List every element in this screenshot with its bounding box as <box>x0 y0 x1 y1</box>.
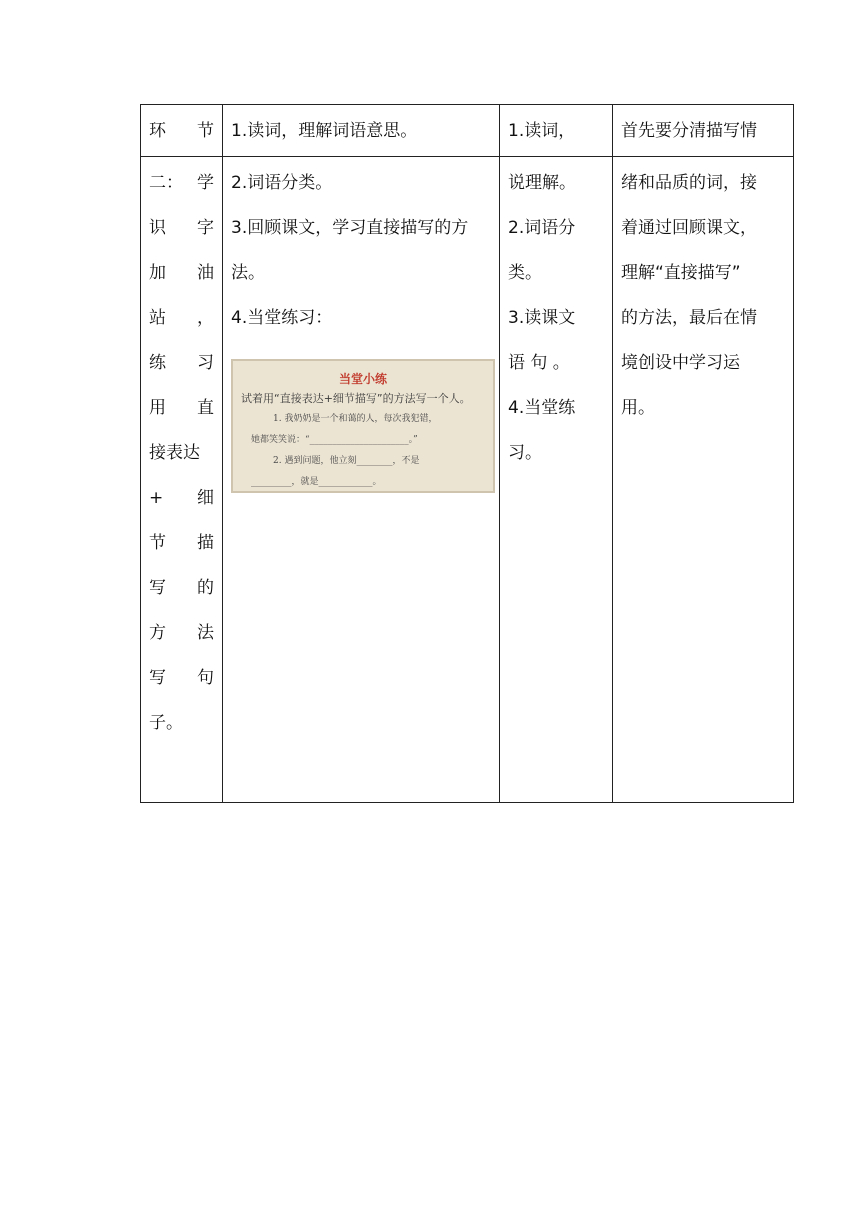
stage-char: 二： <box>149 173 183 193</box>
intent-line: 的方法，最后在情 <box>621 308 757 328</box>
teacher-activity-header-cell <box>223 105 500 157</box>
stage-char: 识 <box>149 218 166 238</box>
stage-line <box>149 476 214 521</box>
design-intent-header: 首先要分清描写情 <box>621 121 757 141</box>
stage-line <box>149 251 214 296</box>
design-intent-header-cell <box>613 105 794 157</box>
teacher-activity-header: 1.读词，理解词语意思。 <box>231 121 418 141</box>
exercise-line: _________，就是____________。 <box>251 477 382 487</box>
stage-line <box>149 341 214 386</box>
stage-line <box>149 206 214 251</box>
stage-header-cell <box>141 105 223 157</box>
stage-line <box>149 701 214 746</box>
stage-char: 的 <box>197 578 214 598</box>
stage-cell <box>141 157 223 803</box>
stage-char: 节 <box>149 533 166 553</box>
stage-line <box>149 161 214 206</box>
stage-char: 写 <box>149 668 166 688</box>
activity-item: 3.回顾课文，学习直接描写的方法。 <box>231 218 469 283</box>
exercise-image <box>231 359 495 493</box>
stage-header-char: 环 <box>149 121 166 141</box>
exercise-line: 她都笑笑说：“______________________。” <box>251 435 418 445</box>
activity-item: 2.词语分类。 <box>231 173 333 193</box>
stage-char: 法 <box>197 623 214 643</box>
stage-char: 句 <box>197 668 214 688</box>
stage-line <box>149 611 214 656</box>
stage-char: 写 <box>149 578 166 598</box>
intent-line: 理解“直接描写” <box>621 263 741 283</box>
table-body-row <box>141 157 794 803</box>
intent-line: 用。 <box>621 398 655 418</box>
intent-line: 境创设中学习运 <box>621 353 740 373</box>
exercise-instruction: 试着用“直接表达+细节描写”的方法写一个人。 <box>241 392 471 405</box>
stage-char: 字 <box>197 218 214 238</box>
stage-char: 油 <box>197 263 214 283</box>
student-line: 3.读课文 <box>508 308 576 328</box>
stage-char: 站 <box>149 308 166 328</box>
intent-line: 绪和品质的词，接 <box>621 173 757 193</box>
exercise-line: 1. 我奶奶是一个和蔼的人，每次我犯错， <box>273 414 438 424</box>
student-line: 2.词语分 <box>508 218 576 238</box>
stage-char: 直 <box>197 398 214 418</box>
student-line: 语 句 。 <box>508 353 570 373</box>
stage-char: 习 <box>197 353 214 373</box>
stage-char: ， <box>197 308 214 328</box>
student-activity-header-cell <box>500 105 613 157</box>
design-intent-cell <box>613 157 794 803</box>
stage-char: 练 <box>149 353 166 373</box>
student-line: 4.当堂练 <box>508 398 576 418</box>
stage-char: 方 <box>149 623 166 643</box>
stage-char: 学 <box>197 173 214 193</box>
student-line: 习。 <box>508 443 542 463</box>
stage-line <box>149 566 214 611</box>
activity-item: 4.当堂练习： <box>231 308 333 328</box>
stage-char: + <box>149 488 164 508</box>
stage-line <box>149 386 214 431</box>
exercise-title: 当堂小练 <box>338 372 387 386</box>
student-line: 说理解。 <box>508 173 576 193</box>
intent-line: 着通过回顾课文， <box>621 218 757 238</box>
stage-line <box>149 296 214 341</box>
stage-line <box>149 431 214 476</box>
table-header-row <box>141 105 794 157</box>
stage-line <box>149 521 214 566</box>
stage-char: 接表达 <box>149 443 200 463</box>
stage-char: 子。 <box>149 713 183 733</box>
student-activity-cell <box>500 157 613 803</box>
stage-header-char: 节 <box>197 121 214 141</box>
student-line: 类。 <box>508 263 542 283</box>
stage-char: 用 <box>149 398 166 418</box>
lesson-plan-table <box>140 104 794 803</box>
stage-line <box>149 656 214 701</box>
stage-char: 细 <box>197 488 214 508</box>
stage-char: 加 <box>149 263 166 283</box>
student-activity-header: 1.读词， <box>508 121 576 141</box>
teacher-activity-cell <box>223 157 500 803</box>
exercise-line: 2. 遇到问题，他立刻________，不是 <box>273 456 420 466</box>
stage-header-line <box>149 109 214 154</box>
stage-char: 描 <box>197 533 214 553</box>
